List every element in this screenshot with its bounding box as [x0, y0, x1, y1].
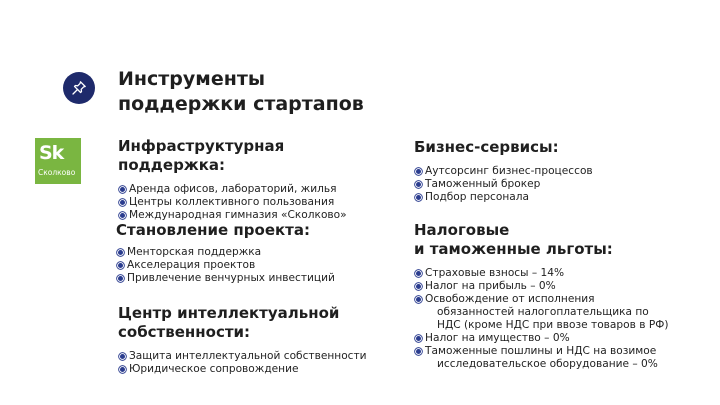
list-item-text: НДС (кроме НДС при ввозе товаров в РФ)	[437, 319, 669, 331]
heading-line: и таможенные льготы:	[414, 240, 613, 258]
list-item-text: Юридическое сопровождение	[129, 363, 299, 375]
heading-line: Бизнес-сервисы:	[414, 138, 559, 156]
bullet-icon	[116, 248, 125, 257]
list-item	[116, 246, 335, 259]
list-item	[116, 272, 335, 285]
title-line-2: поддержки стартапов	[118, 93, 364, 115]
bullet-icon	[414, 295, 423, 304]
page-title	[118, 67, 364, 117]
list-item	[414, 332, 668, 345]
heading-line: собственности:	[118, 323, 251, 341]
list-item-text: Менторская поддержка	[127, 246, 262, 258]
list-item	[118, 196, 347, 209]
section-business-services	[414, 138, 593, 204]
bullet-icon	[414, 347, 423, 356]
list-item	[414, 165, 593, 178]
list-item-text: обязанностей налогоплательщика по	[437, 306, 649, 318]
list-item-text: Налог на прибыль – 0%	[425, 280, 556, 292]
pin-badge	[63, 72, 95, 104]
bullet-list	[414, 267, 668, 371]
list-item-text: Таможенный брокер	[425, 178, 541, 190]
list-item-text: Страховые взносы – 14%	[425, 267, 565, 279]
list-item-text: Подбор персонала	[425, 191, 530, 203]
list-item-text: Акселерация проектов	[127, 259, 256, 271]
bullet-icon	[116, 274, 125, 283]
list-item-text: Привлечение венчурных инвестиций	[127, 272, 335, 284]
list-item-text: Таможенные пошлины и НДС на возимое	[425, 345, 657, 357]
bullet-icon	[118, 185, 127, 194]
bullet-list	[414, 165, 593, 204]
bullet-icon	[118, 352, 127, 361]
section-project-stage	[116, 221, 335, 285]
list-item-text: исследовательское оборудование – 0%	[437, 358, 658, 370]
bullet-icon	[414, 180, 423, 189]
section-infrastructure	[118, 137, 347, 222]
list-item-text: Аутсорсинг бизнес-процессов	[425, 165, 593, 177]
list-item-text: Международная гимназия «Сколково»	[129, 209, 347, 221]
bullet-icon	[118, 211, 127, 220]
bullet-icon	[414, 282, 423, 291]
list-item	[414, 267, 668, 280]
bullet-icon	[414, 334, 423, 343]
logo-name: Сколково	[38, 168, 76, 177]
list-item	[414, 345, 668, 371]
heading-line: Налоговые	[414, 221, 510, 239]
list-item	[116, 259, 335, 272]
heading-line: Становление проекта:	[116, 221, 310, 239]
section-heading	[118, 304, 367, 342]
heading-line: Инфраструктурная	[118, 137, 285, 155]
bullet-icon	[414, 193, 423, 202]
section-heading	[414, 138, 593, 157]
list-item	[414, 280, 668, 293]
list-item	[118, 350, 367, 363]
bullet-icon	[414, 269, 423, 278]
section-heading	[118, 137, 347, 175]
bullet-list	[116, 246, 335, 285]
list-item-text: Центры коллективного пользования	[129, 196, 335, 208]
list-item-text: Аренда офисов, лабораторий, жилья	[129, 183, 337, 195]
bullet-icon	[116, 261, 125, 270]
list-item	[118, 183, 347, 196]
title-line-1: Инструменты	[118, 68, 266, 90]
section-heading	[414, 221, 668, 259]
bullet-icon	[118, 365, 127, 374]
heading-line: поддержка:	[118, 156, 226, 174]
list-item	[414, 178, 593, 191]
pin-icon	[71, 80, 87, 96]
bullet-icon	[414, 167, 423, 176]
bullet-icon	[118, 198, 127, 207]
logo-mark: Sk	[39, 142, 64, 164]
skolkovo-logo	[35, 138, 81, 184]
heading-line: Центр интеллектуальной	[118, 304, 340, 322]
list-item-text: Освобождение от исполнения	[425, 293, 595, 305]
list-item	[414, 293, 668, 332]
list-item-text: Защита интеллектуальной собственности	[129, 350, 367, 362]
bullet-list	[118, 183, 347, 222]
section-ip-center	[118, 304, 367, 376]
list-item	[118, 363, 367, 376]
list-item	[414, 191, 593, 204]
section-tax-benefits	[414, 221, 668, 371]
bullet-list	[118, 350, 367, 376]
section-heading	[116, 221, 335, 240]
list-item-text: Налог на имущество – 0%	[425, 332, 570, 344]
